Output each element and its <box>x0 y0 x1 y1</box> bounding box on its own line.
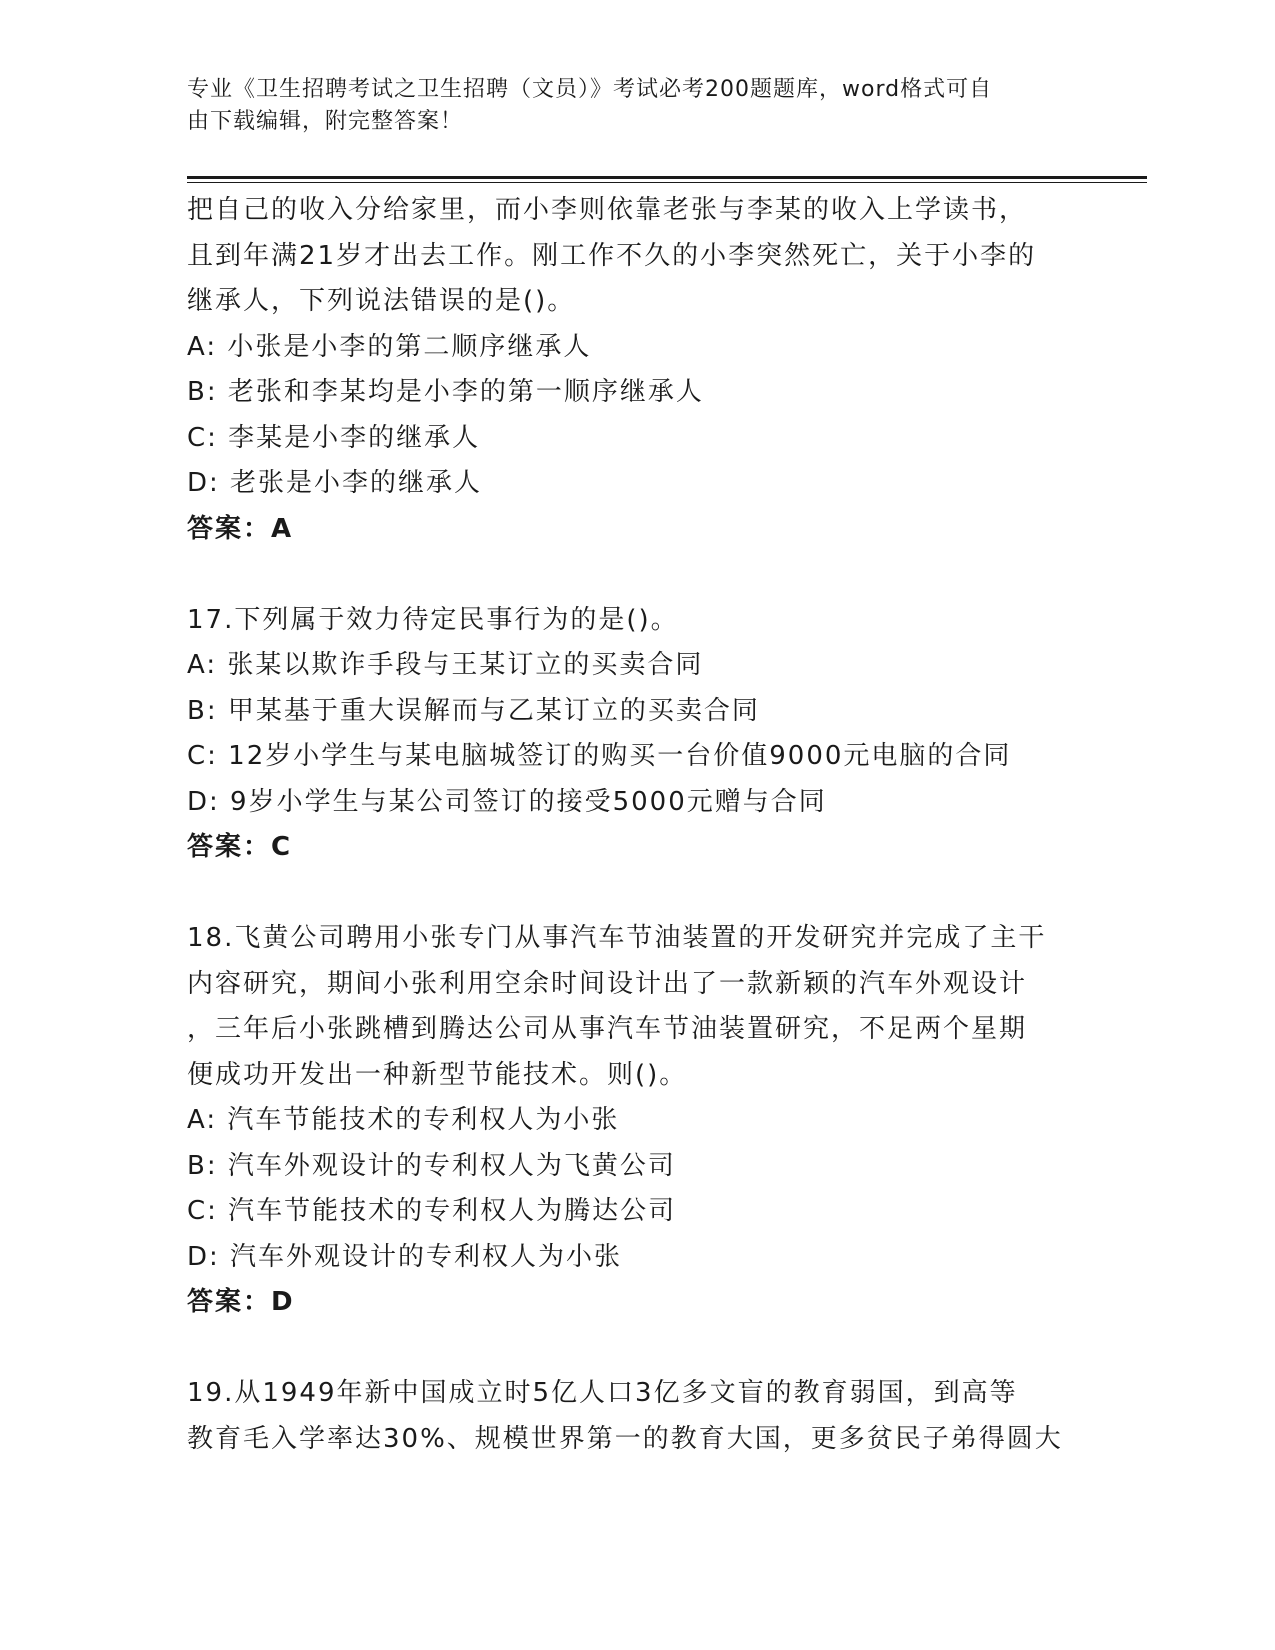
spacer <box>187 552 1087 598</box>
option-d: D: 汽车外观设计的专利权人为小张 <box>187 1241 623 1272</box>
option-a: A: 汽车节能技术的专利权人为小张 <box>187 1105 620 1135</box>
question-16 <box>187 188 1087 552</box>
question-stem-line: 教育毛入学率达30%、规模世界第一的教育大国，更多贫民子弟得圆大 <box>187 1423 1063 1454</box>
option-b: B: 甲某基于重大误解而与乙某订立的买卖合同 <box>187 695 760 726</box>
header-line: 专业《卫生招聘考试之卫生招聘（文员）》考试必考200题题库，word格式可自 <box>187 77 993 102</box>
option-d: D: 老张是小李的继承人 <box>187 468 483 498</box>
option-c: C: 汽车节能技术的专利权人为腾达公司 <box>187 1196 677 1226</box>
option-c: C: 12岁小学生与某电脑城签订的购买一台价值9000元电脑的合同 <box>187 741 1012 771</box>
question-stem-line: 内容研究，期间小张利用空余时间设计出了一款新颖的汽车外观设计 <box>187 968 1028 999</box>
question-18 <box>187 916 1087 1326</box>
question-stem-line: 把自己的收入分给家里，而小李则依靠老张与李某的收入上学读书， <box>187 195 1028 225</box>
option-d: D: 9岁小学生与某公司签订的接受5000元赠与合同 <box>187 786 827 817</box>
question-stem-line: 且到年满21岁才出去工作。刚工作不久的小李突然死亡，关于小李的 <box>187 240 1037 271</box>
answer-label: 答案：C <box>187 832 293 862</box>
question-stem-line: 19.从1949年新中国成立时5亿人口3亿多文盲的教育弱国，到高等 <box>187 1378 1018 1408</box>
option-c: C: 李某是小李的继承人 <box>187 422 481 453</box>
option-a: A: 小张是小李的第二顺序继承人 <box>187 331 592 362</box>
question-stem-line: 便成功开发出一种新型节能技术。则()。 <box>187 1059 688 1090</box>
document-header <box>187 74 1067 138</box>
option-b: B: 汽车外观设计的专利权人为飞黄公司 <box>187 1150 676 1181</box>
header-divider-thin <box>187 182 1147 183</box>
header-line: 由下载编辑，附完整答案！ <box>187 109 464 134</box>
question-list <box>187 188 1087 1462</box>
answer-label: 答案：D <box>187 1287 295 1317</box>
answer-label: 答案：A <box>187 513 294 544</box>
question-19 <box>187 1371 1087 1462</box>
spacer <box>187 871 1087 917</box>
question-17 <box>187 598 1087 871</box>
header-divider <box>187 176 1147 179</box>
question-stem-line: 17.下列属于效力待定民事行为的是()。 <box>187 604 679 635</box>
spacer <box>187 1326 1087 1372</box>
question-stem-line: ，三年后小张跳槽到腾达公司从事汽车节油装置研究，不足两个星期 <box>187 1014 1028 1044</box>
option-b: B: 老张和李某均是小李的第一顺序继承人 <box>187 377 704 407</box>
option-a: A: 张某以欺诈手段与王某订立的买卖合同 <box>187 650 704 680</box>
question-stem-line: 继承人，下列说法错误的是()。 <box>187 286 576 316</box>
question-stem-line: 18.飞黄公司聘用小张专门从事汽车节油装置的开发研究并完成了主干 <box>187 923 1047 953</box>
